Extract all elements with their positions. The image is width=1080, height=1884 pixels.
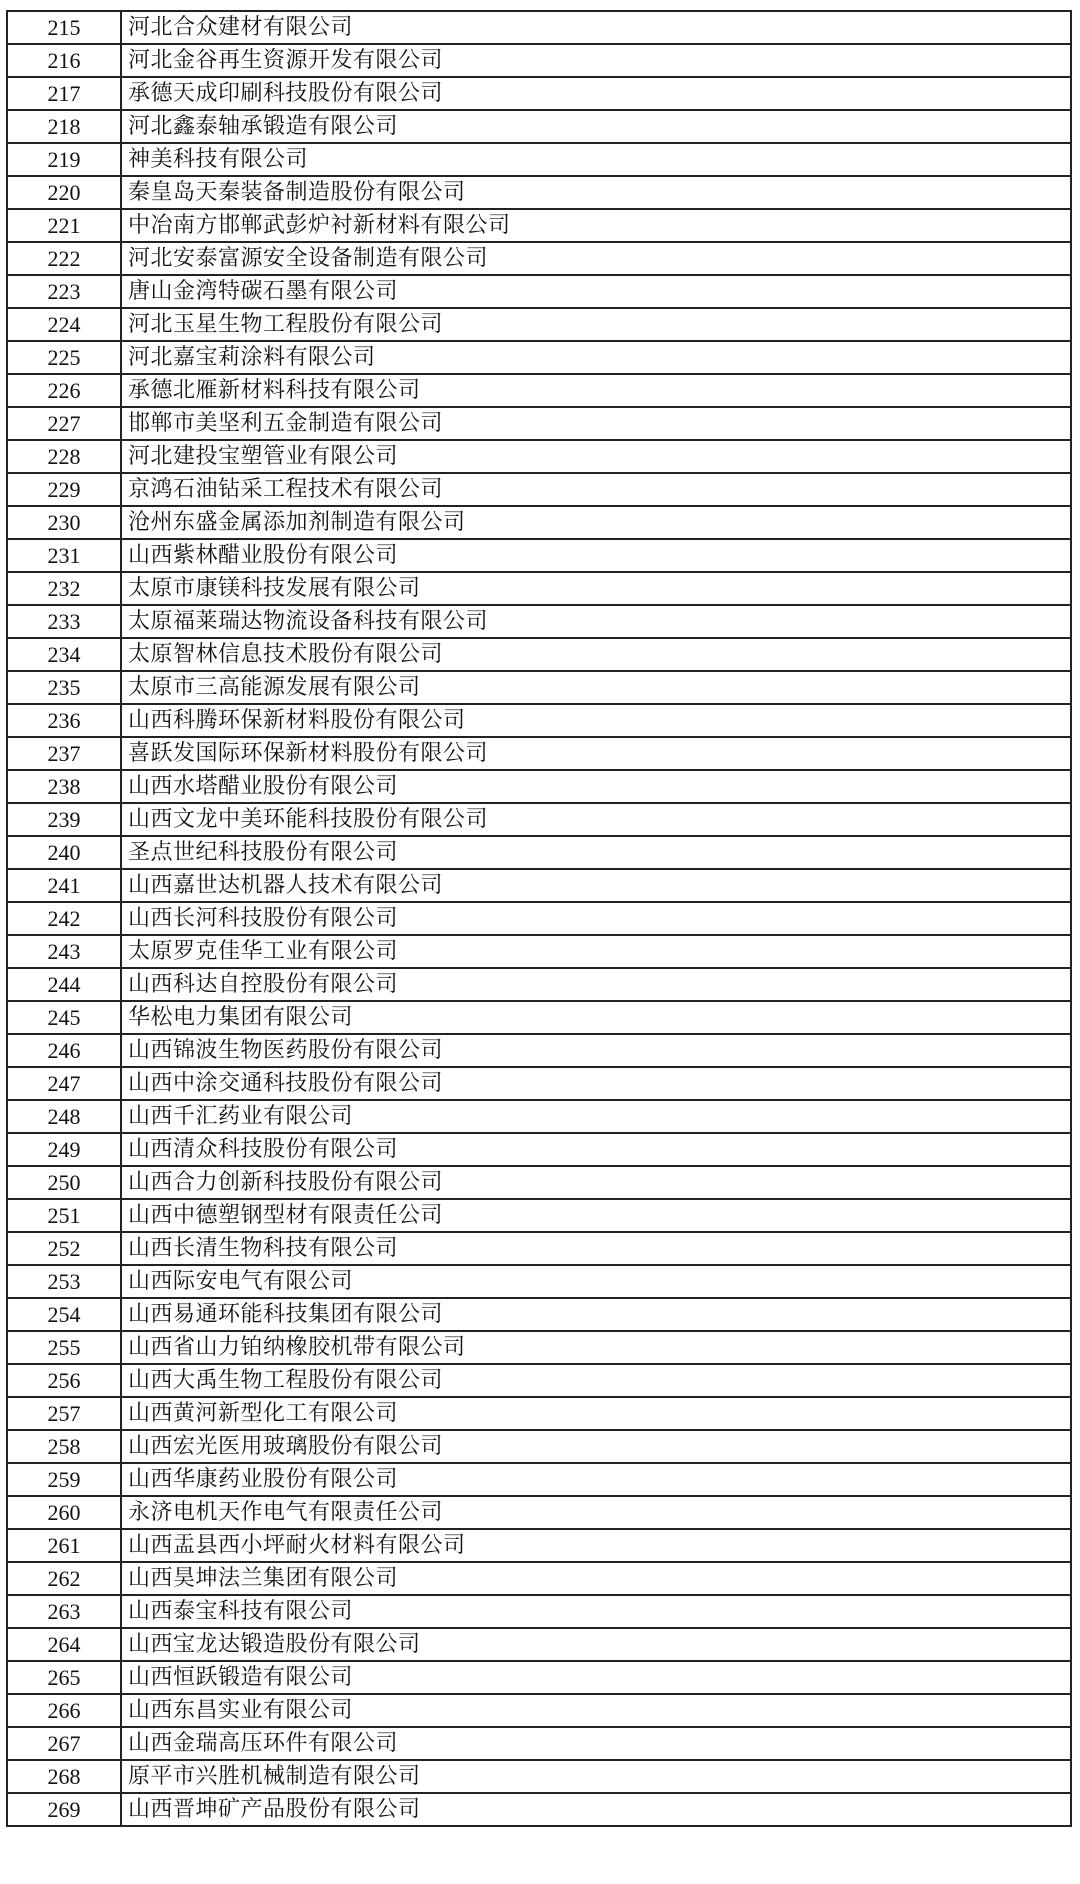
company-name-cell: 山西清众科技股份有限公司 [121, 1133, 1071, 1166]
row-number-cell: 218 [7, 110, 121, 143]
row-number-cell: 227 [7, 407, 121, 440]
row-number-cell: 220 [7, 176, 121, 209]
table-row [7, 1331, 1071, 1364]
table-row [7, 374, 1071, 407]
company-name-cell: 太原福莱瑞达物流设备科技有限公司 [121, 605, 1071, 638]
row-number-cell: 223 [7, 275, 121, 308]
row-number-cell: 225 [7, 341, 121, 374]
row-number-cell: 232 [7, 572, 121, 605]
table-row [7, 1463, 1071, 1496]
row-number-cell: 243 [7, 935, 121, 968]
table-row [7, 341, 1071, 374]
table-row [7, 1265, 1071, 1298]
company-name-cell: 山西盂县西小坪耐火材料有限公司 [121, 1529, 1071, 1562]
table-row [7, 671, 1071, 704]
row-number-cell: 215 [7, 11, 121, 44]
row-number-cell: 236 [7, 704, 121, 737]
table-row [7, 803, 1071, 836]
company-name-cell: 河北嘉宝莉涂料有限公司 [121, 341, 1071, 374]
table-row [7, 176, 1071, 209]
company-name-cell: 喜跃发国际环保新材料股份有限公司 [121, 737, 1071, 770]
company-name-cell: 山西华康药业股份有限公司 [121, 1463, 1071, 1496]
company-name-cell: 沧州东盛金属添加剂制造有限公司 [121, 506, 1071, 539]
table-row [7, 1001, 1071, 1034]
table-row [7, 44, 1071, 77]
row-number-cell: 234 [7, 638, 121, 671]
row-number-cell: 261 [7, 1529, 121, 1562]
table-row [7, 275, 1071, 308]
company-list-table [6, 10, 1072, 1827]
company-name-cell: 山西嘉世达机器人技术有限公司 [121, 869, 1071, 902]
company-name-cell: 山西省山力铂纳橡胶机带有限公司 [121, 1331, 1071, 1364]
row-number-cell: 224 [7, 308, 121, 341]
table-row [7, 1694, 1071, 1727]
table-row [7, 1529, 1071, 1562]
company-name-cell: 山西易通环能科技集团有限公司 [121, 1298, 1071, 1331]
table-row [7, 1760, 1071, 1793]
row-number-cell: 239 [7, 803, 121, 836]
table-row [7, 11, 1071, 44]
company-name-cell: 圣点世纪科技股份有限公司 [121, 836, 1071, 869]
company-name-cell: 邯郸市美坚利五金制造有限公司 [121, 407, 1071, 440]
company-name-cell: 山西科达自控股份有限公司 [121, 968, 1071, 1001]
table-row [7, 770, 1071, 803]
row-number-cell: 249 [7, 1133, 121, 1166]
row-number-cell: 252 [7, 1232, 121, 1265]
row-number-cell: 268 [7, 1760, 121, 1793]
company-name-cell: 山西科腾环保新材料股份有限公司 [121, 704, 1071, 737]
company-name-cell: 山西锦波生物医药股份有限公司 [121, 1034, 1071, 1067]
company-name-cell: 河北合众建材有限公司 [121, 11, 1071, 44]
table-row [7, 1034, 1071, 1067]
company-name-cell: 太原罗克佳华工业有限公司 [121, 935, 1071, 968]
company-name-cell: 太原市三高能源发展有限公司 [121, 671, 1071, 704]
row-number-cell: 248 [7, 1100, 121, 1133]
row-number-cell: 235 [7, 671, 121, 704]
company-name-cell: 山西黄河新型化工有限公司 [121, 1397, 1071, 1430]
company-name-cell: 山西际安电气有限公司 [121, 1265, 1071, 1298]
company-name-cell: 山西文龙中美环能科技股份有限公司 [121, 803, 1071, 836]
company-name-cell: 山西泰宝科技有限公司 [121, 1595, 1071, 1628]
company-name-cell: 中冶南方邯郸武彭炉衬新材料有限公司 [121, 209, 1071, 242]
table-row [7, 1397, 1071, 1430]
table-row [7, 869, 1071, 902]
company-name-cell: 承德天成印刷科技股份有限公司 [121, 77, 1071, 110]
company-name-cell: 山西东昌实业有限公司 [121, 1694, 1071, 1727]
row-number-cell: 233 [7, 605, 121, 638]
row-number-cell: 240 [7, 836, 121, 869]
table-row [7, 1067, 1071, 1100]
company-name-cell: 山西合力创新科技股份有限公司 [121, 1166, 1071, 1199]
table-row [7, 473, 1071, 506]
row-number-cell: 217 [7, 77, 121, 110]
table-row [7, 836, 1071, 869]
table-row [7, 440, 1071, 473]
row-number-cell: 256 [7, 1364, 121, 1397]
table-row [7, 1133, 1071, 1166]
row-number-cell: 216 [7, 44, 121, 77]
company-name-cell: 原平市兴胜机械制造有限公司 [121, 1760, 1071, 1793]
row-number-cell: 263 [7, 1595, 121, 1628]
row-number-cell: 258 [7, 1430, 121, 1463]
row-number-cell: 251 [7, 1199, 121, 1232]
row-number-cell: 231 [7, 539, 121, 572]
company-name-cell: 河北鑫泰轴承锻造有限公司 [121, 110, 1071, 143]
table-row [7, 935, 1071, 968]
company-name-cell: 太原智林信息技术股份有限公司 [121, 638, 1071, 671]
row-number-cell: 241 [7, 869, 121, 902]
table-row [7, 506, 1071, 539]
table-row [7, 737, 1071, 770]
company-name-cell: 山西昊坤法兰集团有限公司 [121, 1562, 1071, 1595]
row-number-cell: 266 [7, 1694, 121, 1727]
table-row [7, 1727, 1071, 1760]
company-name-cell: 河北金谷再生资源开发有限公司 [121, 44, 1071, 77]
row-number-cell: 269 [7, 1793, 121, 1826]
row-number-cell: 244 [7, 968, 121, 1001]
table-row [7, 308, 1071, 341]
company-list-body [7, 11, 1071, 1826]
company-name-cell: 太原市康镁科技发展有限公司 [121, 572, 1071, 605]
company-name-cell: 唐山金湾特碳石墨有限公司 [121, 275, 1071, 308]
row-number-cell: 219 [7, 143, 121, 176]
table-row [7, 77, 1071, 110]
row-number-cell: 250 [7, 1166, 121, 1199]
table-row [7, 143, 1071, 176]
row-number-cell: 229 [7, 473, 121, 506]
table-row [7, 1232, 1071, 1265]
table-row [7, 539, 1071, 572]
table-row [7, 638, 1071, 671]
row-number-cell: 264 [7, 1628, 121, 1661]
table-row [7, 1793, 1071, 1826]
row-number-cell: 262 [7, 1562, 121, 1595]
company-name-cell: 山西千汇药业有限公司 [121, 1100, 1071, 1133]
table-row [7, 1298, 1071, 1331]
table-row [7, 902, 1071, 935]
row-number-cell: 246 [7, 1034, 121, 1067]
row-number-cell: 238 [7, 770, 121, 803]
row-number-cell: 265 [7, 1661, 121, 1694]
table-row [7, 1661, 1071, 1694]
company-name-cell: 山西中涂交通科技股份有限公司 [121, 1067, 1071, 1100]
row-number-cell: 257 [7, 1397, 121, 1430]
table-row [7, 605, 1071, 638]
table-row [7, 704, 1071, 737]
table-row [7, 242, 1071, 275]
company-name-cell: 山西大禹生物工程股份有限公司 [121, 1364, 1071, 1397]
company-name-cell: 京鸿石油钻采工程技术有限公司 [121, 473, 1071, 506]
table-row [7, 1595, 1071, 1628]
row-number-cell: 226 [7, 374, 121, 407]
company-name-cell: 河北安泰富源安全设备制造有限公司 [121, 242, 1071, 275]
table-row [7, 1364, 1071, 1397]
company-name-cell: 山西恒跃锻造有限公司 [121, 1661, 1071, 1694]
company-name-cell: 华松电力集团有限公司 [121, 1001, 1071, 1034]
row-number-cell: 247 [7, 1067, 121, 1100]
table-row [7, 1628, 1071, 1661]
table-row [7, 407, 1071, 440]
company-name-cell: 山西紫林醋业股份有限公司 [121, 539, 1071, 572]
row-number-cell: 242 [7, 902, 121, 935]
row-number-cell: 259 [7, 1463, 121, 1496]
company-name-cell: 河北玉星生物工程股份有限公司 [121, 308, 1071, 341]
company-name-cell: 山西长河科技股份有限公司 [121, 902, 1071, 935]
row-number-cell: 267 [7, 1727, 121, 1760]
company-name-cell: 山西中德塑钢型材有限责任公司 [121, 1199, 1071, 1232]
table-row [7, 1199, 1071, 1232]
table-row [7, 110, 1071, 143]
table-row [7, 1496, 1071, 1529]
company-name-cell: 承德北雁新材料科技有限公司 [121, 374, 1071, 407]
row-number-cell: 260 [7, 1496, 121, 1529]
table-row [7, 572, 1071, 605]
company-name-cell: 山西宏光医用玻璃股份有限公司 [121, 1430, 1071, 1463]
table-row [7, 1166, 1071, 1199]
table-row [7, 209, 1071, 242]
row-number-cell: 245 [7, 1001, 121, 1034]
company-name-cell: 山西宝龙达锻造股份有限公司 [121, 1628, 1071, 1661]
table-row [7, 1100, 1071, 1133]
company-name-cell: 山西水塔醋业股份有限公司 [121, 770, 1071, 803]
row-number-cell: 253 [7, 1265, 121, 1298]
table-row [7, 1562, 1071, 1595]
row-number-cell: 255 [7, 1331, 121, 1364]
row-number-cell: 254 [7, 1298, 121, 1331]
row-number-cell: 228 [7, 440, 121, 473]
row-number-cell: 222 [7, 242, 121, 275]
row-number-cell: 237 [7, 737, 121, 770]
row-number-cell: 221 [7, 209, 121, 242]
company-name-cell: 秦皇岛天秦装备制造股份有限公司 [121, 176, 1071, 209]
row-number-cell: 230 [7, 506, 121, 539]
table-row [7, 1430, 1071, 1463]
company-name-cell: 山西晋坤矿产品股份有限公司 [121, 1793, 1071, 1826]
company-name-cell: 永济电机天作电气有限责任公司 [121, 1496, 1071, 1529]
company-name-cell: 山西长清生物科技有限公司 [121, 1232, 1071, 1265]
table-row [7, 968, 1071, 1001]
company-name-cell: 神美科技有限公司 [121, 143, 1071, 176]
company-name-cell: 山西金瑞高压环件有限公司 [121, 1727, 1071, 1760]
company-name-cell: 河北建投宝塑管业有限公司 [121, 440, 1071, 473]
